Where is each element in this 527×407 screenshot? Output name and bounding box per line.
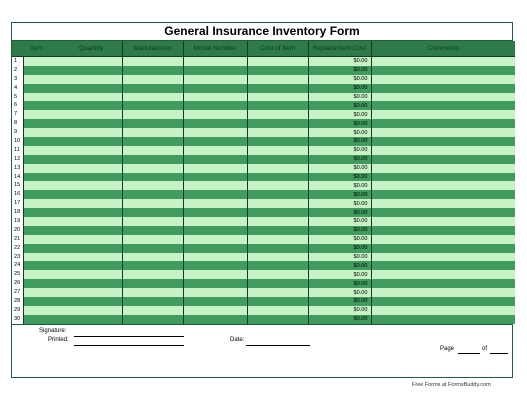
manufacturer-cell[interactable] <box>122 110 183 119</box>
item-quantity-cell[interactable] <box>12 66 122 75</box>
row-number: 24 <box>12 261 24 270</box>
table-row <box>12 270 515 279</box>
inventory-table <box>12 41 515 324</box>
manufacturer-cell[interactable] <box>122 297 183 306</box>
comments-cell[interactable] <box>371 57 515 66</box>
row-number: 28 <box>12 297 24 306</box>
item-quantity-cell[interactable] <box>12 306 122 315</box>
row-number: 19 <box>12 217 24 226</box>
replacement-cost-cell[interactable]: $0.00 <box>308 101 371 110</box>
table-row <box>12 297 515 306</box>
item-quantity-cell[interactable] <box>12 84 122 93</box>
row-number: 13 <box>12 164 24 173</box>
row-number: 29 <box>12 306 24 315</box>
comments-cell[interactable] <box>371 66 515 75</box>
comments-cell[interactable] <box>371 84 515 93</box>
comments-cell[interactable] <box>371 253 515 262</box>
page-total-line[interactable] <box>490 353 508 354</box>
cost-of-item-cell[interactable] <box>247 75 308 84</box>
replacement-cost-cell[interactable]: $0.00 <box>308 306 371 315</box>
header-replacement-cost: Replacement Cost <box>308 41 371 57</box>
manufacturer-cell[interactable] <box>122 93 183 102</box>
item-quantity-cell[interactable] <box>12 253 122 262</box>
page-number-line[interactable] <box>458 353 480 354</box>
manufacturer-cell[interactable] <box>122 128 183 137</box>
replacement-cost-cell[interactable]: $0.00 <box>308 173 371 182</box>
item-quantity-cell[interactable] <box>12 261 122 270</box>
manufacturer-cell[interactable] <box>122 279 183 288</box>
model-number-cell[interactable] <box>183 315 247 324</box>
table-row <box>12 306 515 315</box>
cost-of-item-cell[interactable] <box>247 288 308 297</box>
replacement-cost-cell[interactable]: $0.00 <box>308 288 371 297</box>
comments-cell[interactable] <box>371 93 515 102</box>
table-row <box>12 288 515 297</box>
model-number-cell[interactable] <box>183 93 247 102</box>
manufacturer-cell[interactable] <box>122 199 183 208</box>
page-label: Page <box>440 345 455 352</box>
model-number-cell[interactable] <box>183 208 247 217</box>
comments-cell[interactable] <box>371 75 515 84</box>
cost-of-item-cell[interactable] <box>247 181 308 190</box>
model-number-cell[interactable] <box>183 66 247 75</box>
model-number-cell[interactable] <box>183 279 247 288</box>
of-label: of <box>482 345 488 352</box>
manufacturer-cell[interactable] <box>122 288 183 297</box>
cost-of-item-cell[interactable] <box>247 128 308 137</box>
table-row <box>12 119 515 128</box>
replacement-cost-cell[interactable]: $0.00 <box>308 226 371 235</box>
table-row <box>12 261 515 270</box>
manufacturer-cell[interactable] <box>122 208 183 217</box>
item-quantity-cell[interactable] <box>12 57 122 66</box>
cost-of-item-cell[interactable] <box>247 315 308 324</box>
replacement-cost-cell[interactable]: $0.00 <box>308 315 371 324</box>
replacement-cost-cell[interactable]: $0.00 <box>308 279 371 288</box>
model-number-cell[interactable] <box>183 270 247 279</box>
header-model-number: Model Number <box>183 41 247 57</box>
cost-of-item-cell[interactable] <box>247 66 308 75</box>
manufacturer-cell[interactable] <box>122 261 183 270</box>
form-title: General Insurance Inventory Form <box>12 23 512 41</box>
date-label: Date: <box>230 336 245 343</box>
row-number: 21 <box>12 235 24 244</box>
manufacturer-cell[interactable] <box>122 119 183 128</box>
row-number: 22 <box>12 244 24 253</box>
item-quantity-cell[interactable] <box>12 93 122 102</box>
row-number: 6 <box>12 101 24 110</box>
item-quantity-cell[interactable] <box>12 173 122 182</box>
cost-of-item-cell[interactable] <box>247 146 308 155</box>
replacement-cost-cell[interactable]: $0.00 <box>308 75 371 84</box>
header-manufacturer: Manufacturer <box>122 41 183 57</box>
item-quantity-cell[interactable] <box>12 315 122 324</box>
replacement-cost-cell[interactable]: $0.00 <box>308 155 371 164</box>
comments-cell[interactable] <box>371 101 515 110</box>
replacement-cost-cell[interactable]: $0.00 <box>308 93 371 102</box>
item-quantity-cell[interactable] <box>12 146 122 155</box>
replacement-cost-cell[interactable]: $0.00 <box>308 128 371 137</box>
model-number-cell[interactable] <box>183 119 247 128</box>
manufacturer-cell[interactable] <box>122 226 183 235</box>
item-quantity-cell[interactable] <box>12 110 122 119</box>
cost-of-item-cell[interactable] <box>247 306 308 315</box>
replacement-cost-cell[interactable]: $0.00 <box>308 270 371 279</box>
cost-of-item-cell[interactable] <box>247 244 308 253</box>
replacement-cost-cell[interactable]: $0.00 <box>308 297 371 306</box>
replacement-cost-cell[interactable]: $0.00 <box>308 137 371 146</box>
header-quantity: Quantity <box>79 45 104 52</box>
form-footer <box>12 324 512 355</box>
item-quantity-cell[interactable] <box>12 270 122 279</box>
model-number-cell[interactable] <box>183 297 247 306</box>
replacement-cost-cell[interactable]: $0.00 <box>308 217 371 226</box>
comments-cell[interactable] <box>371 181 515 190</box>
cost-of-item-cell[interactable] <box>247 101 308 110</box>
cost-of-item-cell[interactable] <box>247 297 308 306</box>
replacement-cost-cell[interactable]: $0.00 <box>308 208 371 217</box>
row-number: 1 <box>12 57 24 66</box>
row-number: 4 <box>12 84 24 93</box>
comments-cell[interactable] <box>371 279 515 288</box>
cost-of-item-cell[interactable] <box>247 199 308 208</box>
model-number-cell[interactable] <box>183 217 247 226</box>
replacement-cost-cell[interactable]: $0.00 <box>308 235 371 244</box>
replacement-cost-cell[interactable]: $0.00 <box>308 164 371 173</box>
printed-label: Printed: <box>48 336 69 343</box>
model-number-cell[interactable] <box>183 288 247 297</box>
table-header-row <box>12 41 515 57</box>
item-quantity-cell[interactable] <box>12 288 122 297</box>
replacement-cost-cell[interactable]: $0.00 <box>308 261 371 270</box>
item-quantity-cell[interactable] <box>12 119 122 128</box>
model-number-cell[interactable] <box>183 190 247 199</box>
model-number-cell[interactable] <box>183 199 247 208</box>
row-number: 10 <box>12 137 24 146</box>
manufacturer-cell[interactable] <box>122 270 183 279</box>
item-quantity-cell[interactable] <box>12 128 122 137</box>
comments-cell[interactable] <box>371 288 515 297</box>
replacement-cost-cell[interactable]: $0.00 <box>308 199 371 208</box>
table-row <box>12 235 515 244</box>
signature-label: Signature: <box>39 327 67 334</box>
model-number-cell[interactable] <box>183 253 247 262</box>
table-row <box>12 110 515 119</box>
header-item-quantity <box>12 41 122 57</box>
comments-cell[interactable] <box>371 217 515 226</box>
table-row <box>12 199 515 208</box>
cost-of-item-cell[interactable] <box>247 208 308 217</box>
manufacturer-cell[interactable] <box>122 190 183 199</box>
item-quantity-cell[interactable] <box>12 279 122 288</box>
table-row <box>12 101 515 110</box>
manufacturer-cell[interactable] <box>122 244 183 253</box>
item-quantity-cell[interactable] <box>12 244 122 253</box>
model-number-cell[interactable] <box>183 306 247 315</box>
manufacturer-cell[interactable] <box>122 315 183 324</box>
model-number-cell[interactable] <box>183 137 247 146</box>
row-number: 17 <box>12 199 24 208</box>
cost-of-item-cell[interactable] <box>247 84 308 93</box>
item-quantity-cell[interactable] <box>12 217 122 226</box>
model-number-cell[interactable] <box>183 128 247 137</box>
model-number-cell[interactable] <box>183 226 247 235</box>
row-number: 3 <box>12 75 24 84</box>
model-number-cell[interactable] <box>183 235 247 244</box>
cost-of-item-cell[interactable] <box>247 155 308 164</box>
row-number: 18 <box>12 208 24 217</box>
cost-of-item-cell[interactable] <box>247 226 308 235</box>
printed-line[interactable] <box>74 345 184 346</box>
row-number: 15 <box>12 181 24 190</box>
table-row <box>12 226 515 235</box>
manufacturer-cell[interactable] <box>122 146 183 155</box>
item-quantity-cell[interactable] <box>12 190 122 199</box>
comments-cell[interactable] <box>371 173 515 182</box>
cost-of-item-cell[interactable] <box>247 279 308 288</box>
manufacturer-cell[interactable] <box>122 66 183 75</box>
comments-cell[interactable] <box>371 190 515 199</box>
comments-cell[interactable] <box>371 261 515 270</box>
row-number: 25 <box>12 270 24 279</box>
table-row <box>12 244 515 253</box>
manufacturer-cell[interactable] <box>122 75 183 84</box>
manufacturer-cell[interactable] <box>122 235 183 244</box>
row-number: 12 <box>12 155 24 164</box>
comments-cell[interactable] <box>371 164 515 173</box>
cost-of-item-cell[interactable] <box>247 217 308 226</box>
model-number-cell[interactable] <box>183 244 247 253</box>
comments-cell[interactable] <box>371 199 515 208</box>
cost-of-item-cell[interactable] <box>247 110 308 119</box>
comments-cell[interactable] <box>371 155 515 164</box>
item-quantity-cell[interactable] <box>12 181 122 190</box>
header-comments: Comments <box>371 41 515 57</box>
table-row <box>12 57 515 66</box>
table-row <box>12 66 515 75</box>
cost-of-item-cell[interactable] <box>247 190 308 199</box>
replacement-cost-cell[interactable]: $0.00 <box>308 190 371 199</box>
model-number-cell[interactable] <box>183 181 247 190</box>
item-quantity-cell[interactable] <box>12 75 122 84</box>
table-row <box>12 253 515 262</box>
item-quantity-cell[interactable] <box>12 164 122 173</box>
table-row <box>12 137 515 146</box>
replacement-cost-cell[interactable]: $0.00 <box>308 253 371 262</box>
row-number: 5 <box>12 93 24 102</box>
manufacturer-cell[interactable] <box>122 84 183 93</box>
comments-cell[interactable] <box>371 110 515 119</box>
cost-of-item-cell[interactable] <box>247 164 308 173</box>
model-number-cell[interactable] <box>183 173 247 182</box>
row-number: 20 <box>12 226 24 235</box>
replacement-cost-cell[interactable]: $0.00 <box>308 146 371 155</box>
replacement-cost-cell[interactable]: $0.00 <box>308 119 371 128</box>
table-row <box>12 75 515 84</box>
manufacturer-cell[interactable] <box>122 173 183 182</box>
comments-cell[interactable] <box>371 137 515 146</box>
table-body <box>12 57 515 324</box>
row-number: 2 <box>12 66 24 75</box>
cost-of-item-cell[interactable] <box>247 270 308 279</box>
model-number-cell[interactable] <box>183 101 247 110</box>
manufacturer-cell[interactable] <box>122 164 183 173</box>
comments-cell[interactable] <box>371 306 515 315</box>
model-number-cell[interactable] <box>183 75 247 84</box>
cost-of-item-cell[interactable] <box>247 57 308 66</box>
comments-cell[interactable] <box>371 297 515 306</box>
manufacturer-cell[interactable] <box>122 306 183 315</box>
comments-cell[interactable] <box>371 315 515 324</box>
comments-cell[interactable] <box>371 270 515 279</box>
model-number-cell[interactable] <box>183 164 247 173</box>
row-number: 7 <box>12 110 24 119</box>
row-number: 26 <box>12 279 24 288</box>
replacement-cost-cell[interactable]: $0.00 <box>308 244 371 253</box>
table-row <box>12 164 515 173</box>
table-row <box>12 93 515 102</box>
table-row <box>12 190 515 199</box>
table-row <box>12 279 515 288</box>
table-row <box>12 217 515 226</box>
table-row <box>12 146 515 155</box>
comments-cell[interactable] <box>371 235 515 244</box>
model-number-cell[interactable] <box>183 261 247 270</box>
cost-of-item-cell[interactable] <box>247 261 308 270</box>
inventory-form <box>11 22 513 378</box>
cost-of-item-cell[interactable] <box>247 235 308 244</box>
row-number: 16 <box>12 190 24 199</box>
header-item: Item <box>30 45 43 52</box>
manufacturer-cell[interactable] <box>122 253 183 262</box>
row-number: 11 <box>12 146 24 155</box>
comments-cell[interactable] <box>371 128 515 137</box>
comments-cell[interactable] <box>371 244 515 253</box>
model-number-cell[interactable] <box>183 146 247 155</box>
manufacturer-cell[interactable] <box>122 181 183 190</box>
replacement-cost-cell[interactable]: $0.00 <box>308 57 371 66</box>
model-number-cell[interactable] <box>183 110 247 119</box>
table-row <box>12 208 515 217</box>
row-number: 14 <box>12 173 24 182</box>
cost-of-item-cell[interactable] <box>247 93 308 102</box>
manufacturer-cell[interactable] <box>122 155 183 164</box>
row-number: 30 <box>12 315 24 324</box>
signature-line[interactable] <box>74 336 184 337</box>
table-row <box>12 315 515 324</box>
model-number-cell[interactable] <box>183 84 247 93</box>
table-row <box>12 128 515 137</box>
header-cost-of-item: Cost of Item <box>247 41 308 57</box>
comments-cell[interactable] <box>371 119 515 128</box>
cost-of-item-cell[interactable] <box>247 119 308 128</box>
replacement-cost-cell[interactable]: $0.00 <box>308 84 371 93</box>
item-quantity-cell[interactable] <box>12 137 122 146</box>
row-number: 23 <box>12 253 24 262</box>
item-quantity-cell[interactable] <box>12 297 122 306</box>
row-number: 9 <box>12 128 24 137</box>
model-number-cell[interactable] <box>183 155 247 164</box>
comments-cell[interactable] <box>371 208 515 217</box>
table-row <box>12 173 515 182</box>
row-number: 8 <box>12 119 24 128</box>
cost-of-item-cell[interactable] <box>247 137 308 146</box>
manufacturer-cell[interactable] <box>122 137 183 146</box>
item-quantity-cell[interactable] <box>12 101 122 110</box>
table-row <box>12 181 515 190</box>
model-number-cell[interactable] <box>183 57 247 66</box>
table-row <box>12 84 515 93</box>
replacement-cost-cell[interactable]: $0.00 <box>308 110 371 119</box>
manufacturer-cell[interactable] <box>122 57 183 66</box>
item-quantity-cell[interactable] <box>12 235 122 244</box>
replacement-cost-cell[interactable]: $0.00 <box>308 66 371 75</box>
comments-cell[interactable] <box>371 146 515 155</box>
item-quantity-cell[interactable] <box>12 208 122 217</box>
comments-cell[interactable] <box>371 226 515 235</box>
cost-of-item-cell[interactable] <box>247 173 308 182</box>
credit-text: Free Forms at FormsBuddy.com <box>412 382 491 388</box>
manufacturer-cell[interactable] <box>122 101 183 110</box>
cost-of-item-cell[interactable] <box>247 253 308 262</box>
date-line[interactable] <box>246 345 310 346</box>
item-quantity-cell[interactable] <box>12 226 122 235</box>
replacement-cost-cell[interactable]: $0.00 <box>308 181 371 190</box>
row-number: 27 <box>12 288 24 297</box>
manufacturer-cell[interactable] <box>122 217 183 226</box>
item-quantity-cell[interactable] <box>12 155 122 164</box>
table-row <box>12 155 515 164</box>
item-quantity-cell[interactable] <box>12 199 122 208</box>
